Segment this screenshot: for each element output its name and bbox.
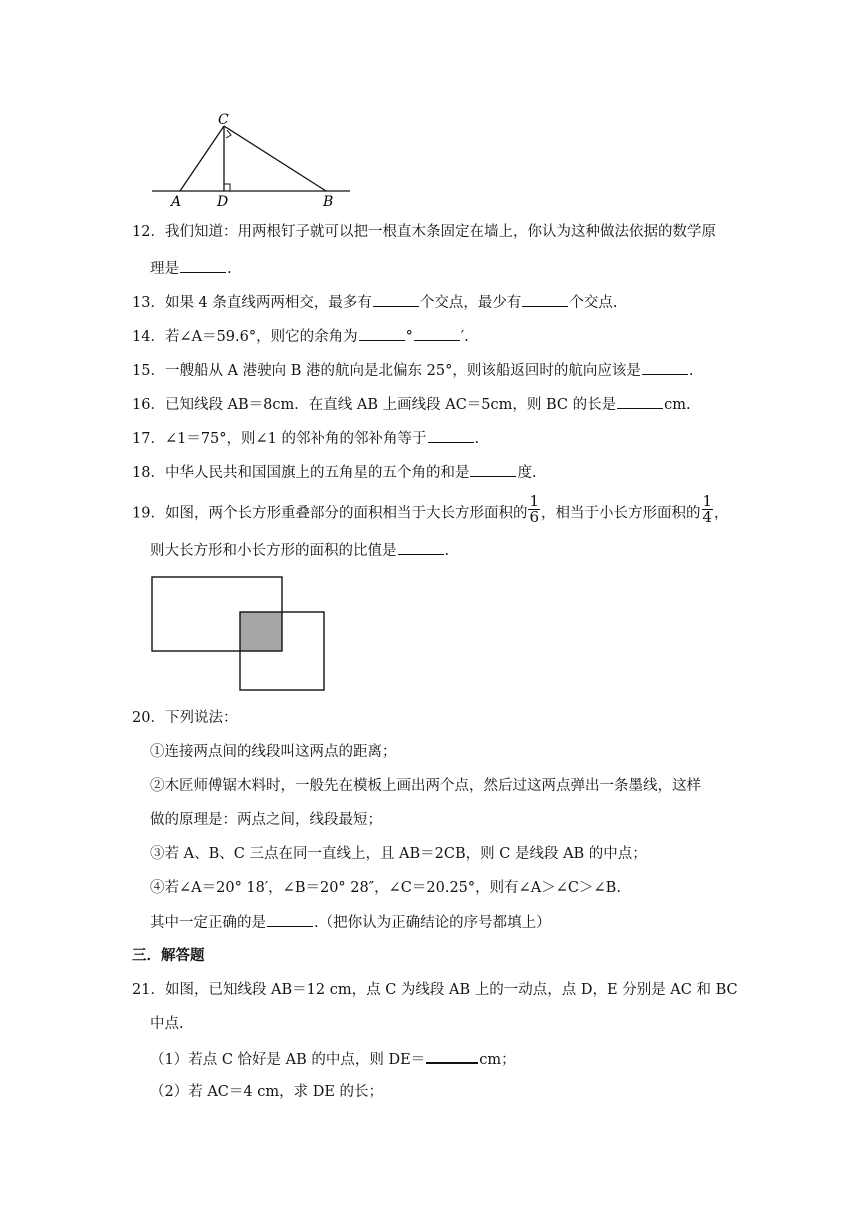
q21-part-1	[150, 1048, 516, 1070]
q14-text-c: ′.	[460, 329, 469, 345]
label-c: C	[218, 112, 229, 128]
q19-text-c: ，	[714, 505, 729, 522]
q19-end: .	[444, 543, 450, 559]
q19-text-line2: 则大长方形和小长方形的面积的比值是	[150, 543, 397, 559]
q20-statement-1: ①连接两点间的线段叫这两点的距离；	[150, 744, 397, 760]
q20-ask-text-b: .（把你认为正确结论的序号都填上）	[314, 915, 551, 931]
q16-text-a: 16．已知线段 AB＝8cm．在直线 AB 上画线段 AC＝5cm，则 BC 的长是	[132, 397, 617, 413]
q18-text-b: 度.	[517, 465, 537, 481]
question-21-line2: 中点.	[150, 1016, 184, 1032]
q20-ask	[150, 912, 551, 933]
right-angle-mark-c	[226, 130, 231, 138]
q17-text-b: .	[474, 431, 480, 447]
q21-part-2: （2）若 AC＝4 cm，求 DE 的长；	[150, 1084, 384, 1100]
q13-text-c: 个交点.	[569, 295, 618, 311]
q16-text-b: cm.	[664, 397, 691, 413]
segment-ac	[180, 126, 224, 191]
q13-blank-max[interactable]	[373, 292, 419, 307]
q19-blank[interactable]	[398, 540, 444, 555]
q20-blank[interactable]	[267, 912, 313, 927]
question-12-line2	[150, 258, 232, 279]
q20-statement-2a: ②木匠师傅锯木料时，一般先在模板上画出两个点，然后过这两点弹出一条墨线，这样	[150, 778, 701, 794]
q18-text-a: 18．中华人民共和国国旗上的五角星的五个角的和是	[132, 465, 470, 481]
q20-statement-3: ③若 A、B、C 三点在同一直线上，且 AB＝2CB，则 C 是线段 AB 的中点；	[150, 846, 647, 862]
q19-text-a: 19．如图，两个长方形重叠部分的面积相当于大长方形面积的	[132, 505, 528, 522]
right-angle-mark-d	[224, 184, 230, 191]
question-15	[132, 360, 693, 381]
q15-blank[interactable]	[642, 360, 688, 375]
triangle-figure	[150, 108, 370, 208]
q15-text-b: .	[688, 363, 694, 379]
question-19-line1	[132, 492, 729, 526]
frac2-numerator: 1	[702, 492, 713, 510]
section-3-heading: 三．解答题	[132, 948, 205, 964]
q13-text-b: 个交点，最少有	[419, 295, 522, 311]
frac1-numerator: 1	[529, 492, 539, 510]
q14-blank-degree[interactable]	[359, 326, 405, 341]
question-20-intro: 20．下列说法：	[132, 710, 238, 726]
fraction-one-sixth	[528, 494, 540, 525]
q13-text-a: 13．如果 4 条直线两两相交，最多有	[132, 295, 372, 311]
question-18	[132, 462, 537, 483]
frac2-denominator: 4	[702, 508, 713, 526]
question-12-line1: 12．我们知道：用两根钉子就可以把一根直木条固定在墙上，你认为这种做法依据的数学原	[132, 224, 716, 240]
question-14	[132, 326, 469, 347]
label-b: B	[323, 194, 334, 208]
q20-ask-text-a: 其中一定正确的是	[150, 915, 266, 931]
q19-text-b: ，相当于小长方形面积的	[541, 505, 701, 522]
q14-blank-minute[interactable]	[414, 326, 460, 341]
question-13	[132, 292, 618, 313]
q21-p1-blank[interactable]	[426, 1048, 478, 1064]
overlapping-rectangles-figure	[148, 572, 338, 697]
question-19-line2	[150, 540, 449, 561]
q21-p1-text-b: cm；	[479, 1052, 516, 1068]
q18-blank[interactable]	[470, 462, 516, 477]
question-17	[132, 428, 479, 449]
q16-blank[interactable]	[617, 394, 663, 409]
segment-cb	[224, 126, 326, 191]
fraction-one-quarter	[702, 494, 714, 525]
question-21-line1: 21．如图，已知线段 AB＝12 cm，点 C 为线段 AB 上的一动点，点 D，E 分别是 AC 和 BC	[132, 982, 738, 998]
q14-text-a: 14．若∠A＝59.6°，则它的余角为	[132, 329, 358, 345]
question-16	[132, 394, 691, 415]
q21-p1-text-a: （1）若点 C 恰好是 AB 的中点，则 DE＝	[150, 1052, 426, 1068]
q15-text-a: 15．一艘船从 A 港驶向 B 港的航向是北偏东 25°，则该船返回时的航向应该是	[132, 363, 641, 379]
frac1-denominator: 6	[529, 508, 539, 526]
q20-statement-4: ④若∠A＝20° 18′，∠B＝20° 28″，∠C＝20.25°，则有∠A＞∠C＞∠B.	[150, 880, 621, 896]
label-d: D	[217, 194, 229, 208]
q17-blank[interactable]	[428, 428, 474, 443]
q12-answer-blank[interactable]	[180, 258, 226, 273]
q20-statement-2b: 做的原理是：两点之间，线段最短；	[150, 812, 382, 828]
q12-text: 理是	[150, 261, 179, 277]
q14-text-b: °	[405, 329, 413, 345]
q12-end: .	[227, 261, 232, 277]
overlap-region	[240, 612, 282, 651]
q17-text-a: 17．∠1＝75°，则∠1 的邻补角的邻补角等于	[132, 431, 427, 447]
label-a: A	[171, 194, 182, 208]
q13-blank-min[interactable]	[522, 292, 568, 307]
